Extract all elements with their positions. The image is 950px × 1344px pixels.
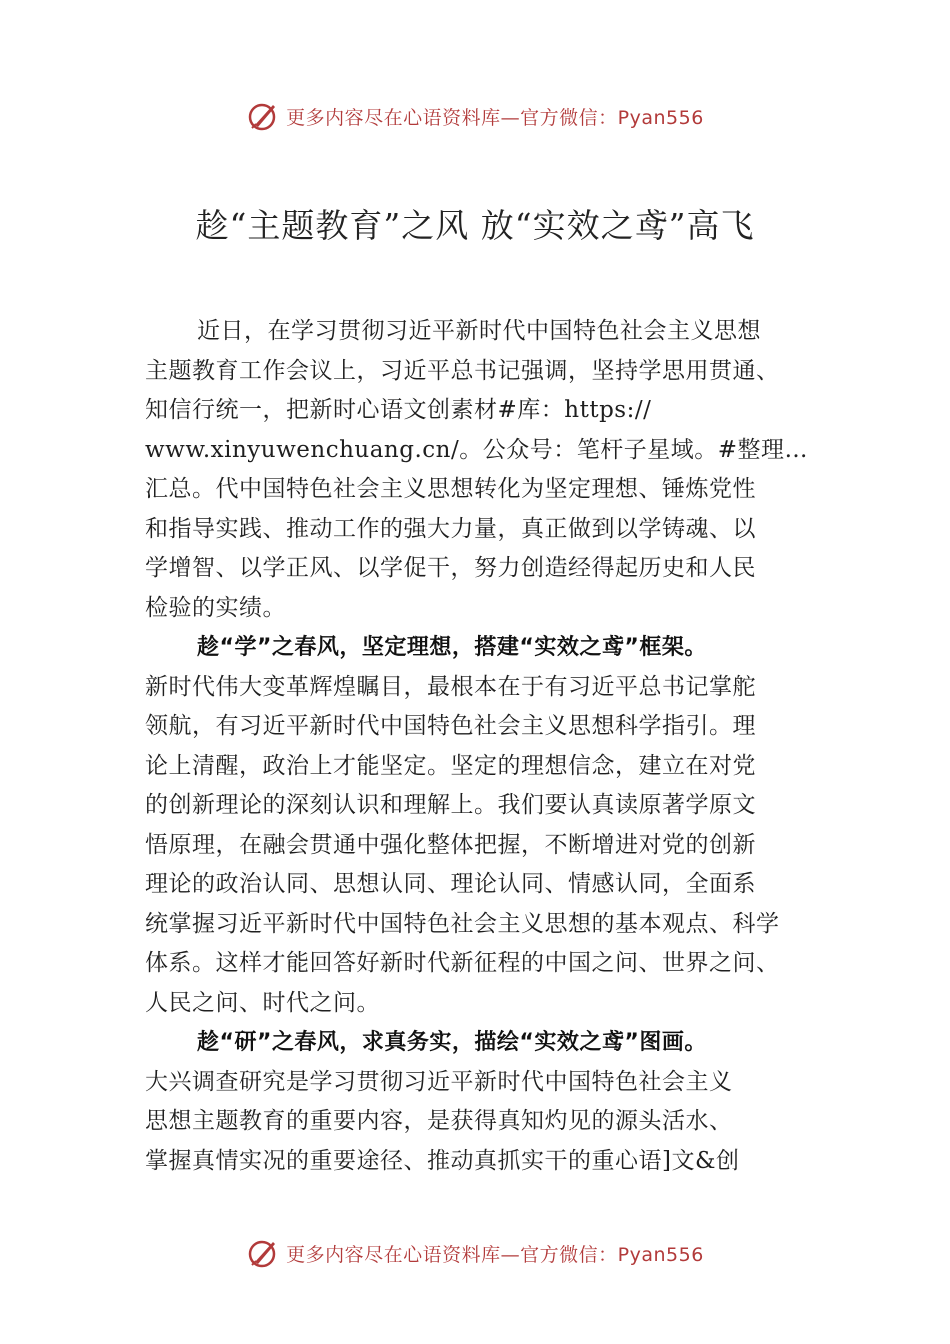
text-line: 理论的政治认同、思想认同、理论认同、情感认同，全面系 <box>145 871 756 897</box>
text-line: 汇总。代中国特色社会主义思想转化为坚定理想、锤炼党性 <box>145 476 756 502</box>
header-banner <box>0 96 950 136</box>
text-line: 大兴调查研究是学习贯彻习近平新时代中国特色社会主义 <box>145 1068 733 1095</box>
text-line: 统掌握习近平新时代中国特色社会主义思想的基本观点、科学 <box>145 910 780 937</box>
article-body <box>145 312 825 1181</box>
text-line: 体系。这样才能回答好新时代新征程的中国之问、世界之问、 <box>145 950 780 976</box>
text-line: 人民之问、时代之问。 <box>145 989 380 1016</box>
text-line: 主题教育工作会议上，习近平总书记强调，坚持学思用贯通、 <box>145 357 780 384</box>
footer-banner <box>0 1233 950 1273</box>
text-line: 新时代伟大变革辉煌瞩目，最根本在于有习近平总书记掌舵 <box>145 673 756 700</box>
text-line: 的创新理论的深刻认识和理解上。我们要认真读原著学原文 <box>145 792 756 818</box>
banner-text: 更多内容尽在心语资料库—官方微信：Pyan556 <box>286 106 704 129</box>
page-title: 趁“主题教育”之风 放“实效之鸢”高飞 <box>195 206 755 245</box>
quill-logo-icon <box>246 1236 280 1270</box>
text-line: 近日，在学习贯彻习近平新时代中国特色社会主义思想 <box>197 318 761 344</box>
banner-text: 更多内容尽在心语资料库—官方微信：Pyan556 <box>286 1243 704 1266</box>
text-line: 论上清醒，政治上才能坚定。坚定的理想信念，建立在对党 <box>145 752 756 779</box>
text-line: 思想主题教育的重要内容，是获得真知灼见的源头活水、 <box>145 1108 733 1134</box>
text-line: 悟原理，在融会贯通中强化整体把握，不断增进对党的创新 <box>145 831 756 858</box>
text-line: 掌握真情实况的重要途径、推动真抓实干的重心语]文&创 <box>145 1147 740 1174</box>
text-line: www.xinyuwenchuang.cn/。公众号：笔杆子星域。#整理… <box>145 436 808 463</box>
text-line: 检验的实绩。 <box>145 594 286 621</box>
quill-logo-icon <box>246 99 280 133</box>
text-line: 学增智、以学正风、以学促干，努力创造经得起历史和人民 <box>145 555 756 581</box>
section-heading: 趁“研”之春风，求真务实，描绘“实效之鸢”图画。 <box>197 1030 707 1055</box>
text-line: 领航，有习近平新时代中国特色社会主义思想科学指引。理 <box>145 713 756 739</box>
text-line: 知信行统一，把新时心语文创素材#库：https:// <box>145 397 652 423</box>
text-line: 和指导实践、推动工作的强大力量，真正做到以学铸魂、以 <box>145 515 756 542</box>
section-heading: 趁“学”之春风，坚定理想，搭建“实效之鸢”框架。 <box>197 635 707 660</box>
